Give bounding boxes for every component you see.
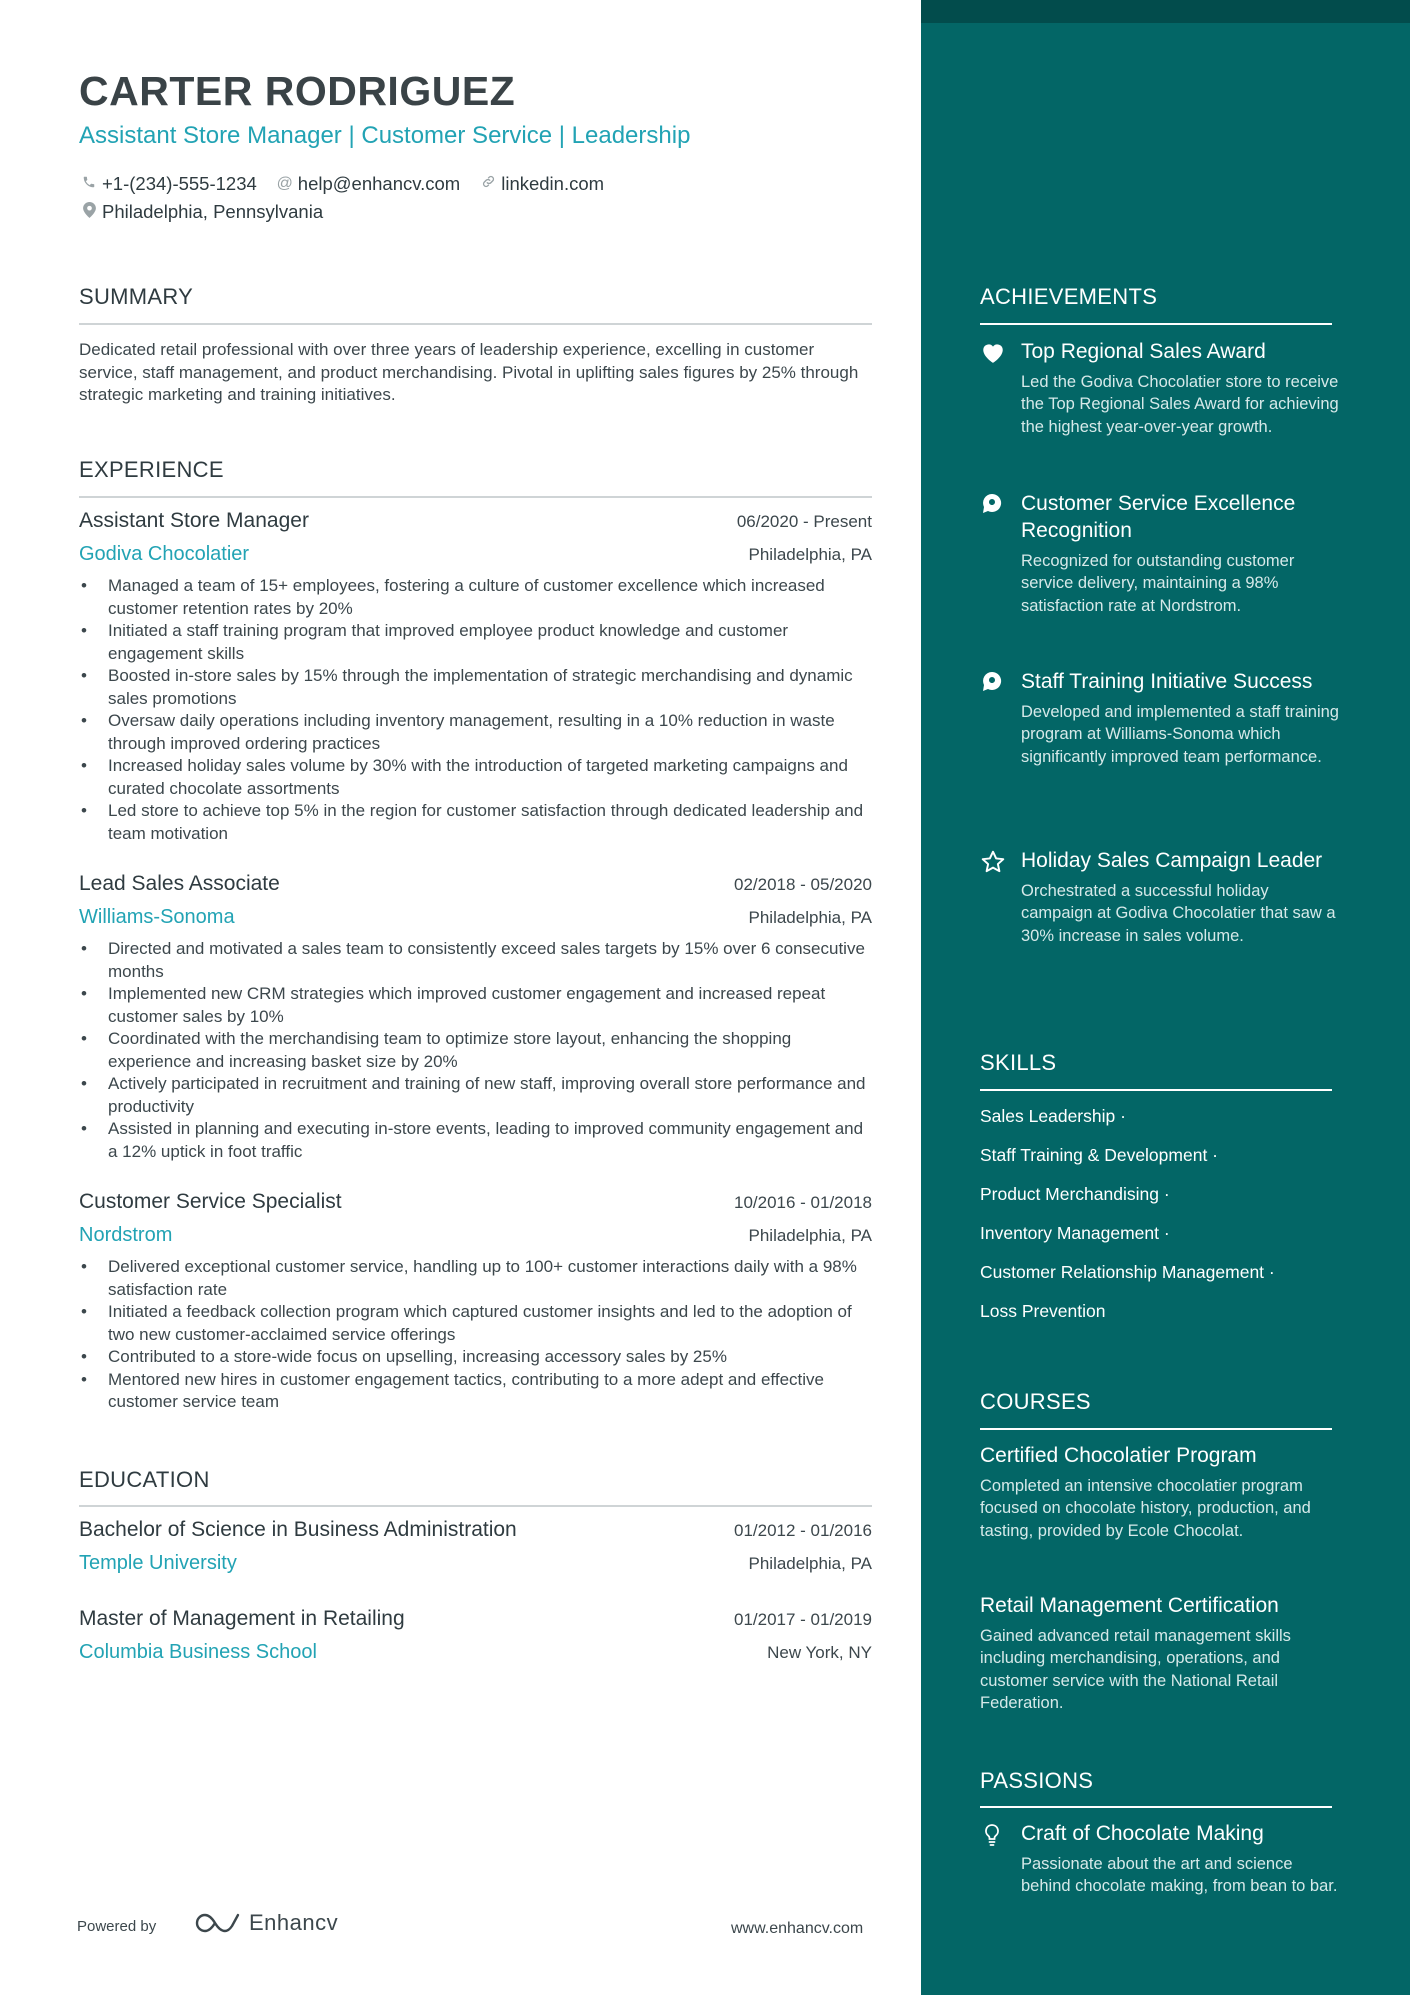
education-heading: EDUCATION [79,1467,210,1492]
job-entry [79,1190,872,1414]
degree-title: Master of Management in Retailing [79,1607,405,1630]
achievement-title: Holiday Sales Campaign Leader [1021,849,1323,872]
education-entry [79,1607,872,1671]
job-company: Nordstrom [79,1224,173,1246]
skill-item: Inventory Management · [980,1223,1170,1243]
course-description: Completed an intensive chocolatier program focused on chocolate history, production, and tasting, provided by Ecole Chocolat. [980,1477,1311,1540]
skills-divider [980,1089,1332,1091]
course-item [980,1592,1340,1714]
school-name: Columbia Business School [79,1641,317,1663]
at-icon: @ [276,175,293,192]
achievement-title: Customer Service Excellence Recognition [1021,492,1296,542]
phone-text: +1-(234)-555-1234 [102,173,257,194]
course-description: Gained advanced retail management skills including merchandising, operations, and customer service with the National Retail Federation. [980,1627,1291,1712]
job-title: Customer Service Specialist [79,1190,342,1213]
achievement-description: Recognized for outstanding customer service delivery, maintaining a 98% satisfaction rate at Nordstrom. [1021,552,1295,615]
job-bullets [79,575,872,845]
education-date: 01/2012 - 01/2016 [733,1521,872,1540]
passions-heading: PASSIONS [980,1768,1094,1793]
education-location: Philadelphia, PA [748,1554,872,1573]
courses-divider [980,1428,1332,1430]
job-company: Williams-Sonoma [79,906,235,928]
job-bullet: • Mentored new hires in customer engagement tactics, contributing to a more adept and effective customer service team [79,1369,872,1414]
skill-item: Loss Prevention [980,1301,1106,1321]
education-divider [79,1505,872,1507]
achievement-description: Orchestrated a successful holiday campaign at Godiva Chocolatier that saw a 30% increase in sales volume. [1021,882,1336,945]
degree-title: Bachelor of Science in Business Administration [79,1518,517,1541]
star-icon [980,849,1006,875]
job-bullet: • Coordinated with the merchandising team to optimize store layout, enhancing the shopping experience and increasing basket size by 20% [79,1028,872,1073]
brain-icon [980,670,1006,696]
courses-heading: COURSES [980,1389,1091,1414]
enhancv-brand-text: Enhancv [249,1910,339,1935]
website-link[interactable]: www.enhancv.com [731,1920,864,1937]
achievement-item [980,847,1340,947]
achievement-description: Led the Godiva Chocolatier store to receive the Top Regional Sales Award for achieving the highest year-over-year growth. [1021,373,1339,436]
job-bullets [79,938,872,1163]
phone-contact[interactable] [79,173,257,195]
course-title: Certified Chocolatier Program [980,1444,1257,1467]
job-bullet: • Managed a team of 15+ employees, fostering a culture of customer excellence which increased customer retention rates by 20% [79,575,872,620]
job-bullet: • Actively participated in recruitment and training of new staff, improving overall store performance and productivity [79,1073,872,1118]
candidate-name: CARTER RODRIGUEZ [79,68,516,114]
passions-divider [980,1806,1332,1808]
skills-list [980,1101,1332,1335]
job-bullet: • Increased holiday sales volume by 30% with the introduction of targeted marketing campaigns and curated chocolate assortments [79,755,872,800]
location-pin-icon [79,202,99,223]
location-text: Philadelphia, Pennsylvania [102,201,324,222]
job-entry [79,509,872,845]
course-title: Retail Management Certification [980,1594,1279,1617]
course-item [980,1442,1340,1542]
achievement-description: Developed and implemented a staff training program at Williams-Sonoma which significantly improved team performance. [1021,703,1339,766]
brain-icon [980,492,1006,518]
job-bullet: • Implemented new CRM strategies which improved customer engagement and increased repeat customer sales by 10% [79,983,872,1028]
linkedin-contact[interactable] [478,173,604,195]
job-date: 06/2020 - Present [736,512,872,531]
achievement-item [980,668,1340,768]
passion-title: Craft of Chocolate Making [1021,1822,1264,1845]
achievement-item [980,338,1340,438]
job-title: Assistant Store Manager [79,509,309,532]
job-bullet: • Initiated a staff training program that improved employee product knowledge and customer engagement skills [79,620,872,665]
skill-item: Product Merchandising · [980,1184,1170,1204]
summary-text: Dedicated retail professional with over three years of leadership experience, excelling in customer service, staff management, and product merchandising. Pivotal in uplifting sales figures by 25% through strategic marketing and training initiatives. [79,340,859,404]
email-text: help@enhancv.com [297,173,461,194]
skill-item: Customer Relationship Management · [980,1262,1275,1282]
experience-divider [79,496,872,498]
enhancv-logo-icon [195,1911,241,1935]
skill-item: Sales Leadership · [980,1106,1126,1126]
job-location: Philadelphia, PA [748,908,872,927]
job-title: Lead Sales Associate [79,872,280,895]
passion-description: Passionate about the art and science behind chocolate making, from bean to bar. [1021,1855,1338,1896]
achievement-title: Top Regional Sales Award [1021,340,1266,363]
candidate-tagline: Assistant Store Manager | Customer Service | Leadership [79,122,691,149]
job-bullet: • Directed and motivated a sales team to consistently exceed sales targets by 15% over 6 consecutive months [79,938,872,983]
job-bullet: • Contributed to a store-wide focus on upselling, increasing accessory sales by 25% [79,1346,872,1369]
school-name: Temple University [79,1552,237,1574]
experience-heading: EXPERIENCE [79,457,224,482]
summary-heading: SUMMARY [79,284,194,309]
achievements-heading: ACHIEVEMENTS [980,284,1158,309]
education-date: 01/2017 - 01/2019 [733,1610,872,1629]
phone-icon [79,175,99,194]
achievements-divider [980,323,1332,325]
job-date: 10/2016 - 01/2018 [733,1193,872,1212]
job-bullets [79,1256,872,1414]
job-entry [79,872,872,1163]
job-bullet: • Delivered exceptional customer service, handling up to 100+ customer interactions daily with a 98% satisfaction rate [79,1256,872,1301]
achievement-title: Staff Training Initiative Success [1021,670,1313,693]
job-bullet: • Oversaw daily operations including inventory management, resulting in a 10% reduction in waste through improved ordering practices [79,710,872,755]
location-contact [79,201,323,223]
heart-icon [980,340,1006,366]
passion-item [980,1820,1340,1898]
job-bullet: • Led store to achieve top 5% in the region for customer satisfaction through dedicated leadership and team motivation [79,800,872,845]
skill-item: Staff Training & Development · [980,1145,1218,1165]
job-date: 02/2018 - 05/2020 [733,875,872,894]
job-location: Philadelphia, PA [748,1226,872,1245]
sidebar-top-bar [921,0,1410,23]
job-company: Godiva Chocolatier [79,543,250,565]
lightbulb-icon [980,1822,1006,1848]
achievement-item [980,490,1340,617]
enhancv-logo[interactable] [195,1910,338,1936]
job-location: Philadelphia, PA [748,545,872,564]
powered-by-label: Powered by [77,1918,157,1935]
contact-info [79,170,622,226]
education-entry [79,1518,872,1582]
skills-heading: SKILLS [980,1050,1057,1075]
education-location: New York, NY [767,1643,872,1662]
job-bullet: • Initiated a feedback collection program which captured customer insights and led to the adoption of two new customer-acclaimed service offerings [79,1301,872,1346]
job-bullet: • Assisted in planning and executing in-store events, leading to improved community engagement and a 12% uptick in foot traffic [79,1118,872,1163]
sidebar [921,0,1410,1995]
job-bullet: • Boosted in-store sales by 15% through the implementation of strategic merchandising and dynamic sales promotions [79,665,872,710]
email-contact[interactable] [275,173,460,195]
link-icon [478,174,498,194]
linkedin-text: linkedin.com [501,173,605,194]
summary-divider [79,323,872,325]
